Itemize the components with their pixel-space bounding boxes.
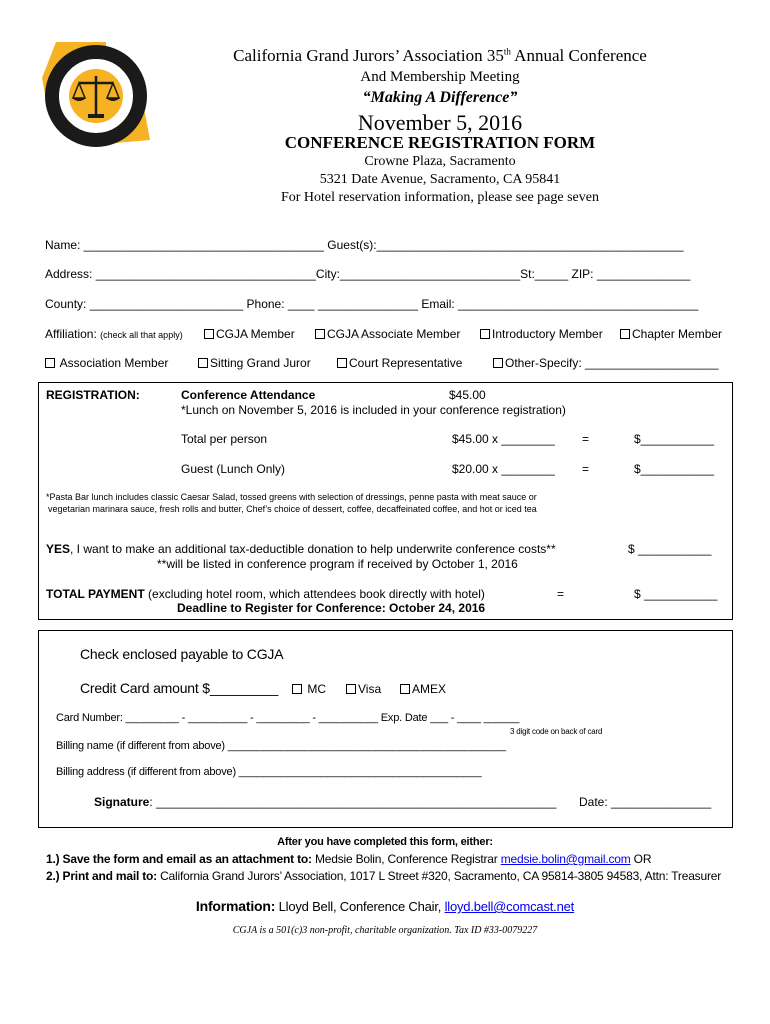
billing-address-field[interactable]: Billing address (if different from above) _________________________________________	[56, 766, 482, 778]
nonprofit-note: CGJA is a 501(c)3 non-profit, charitable organization. Tax ID #33-0079227	[232, 925, 538, 936]
after-completed-note: After you have completed this form, either:	[277, 836, 493, 848]
checkbox-icon[interactable]	[400, 684, 410, 694]
total-per-person-label: Total per person	[181, 432, 268, 446]
total-equals: =	[582, 432, 590, 446]
checkbox-icon[interactable]	[337, 358, 347, 368]
registration-label: REGISTRATION:	[46, 388, 140, 402]
billing-name-field[interactable]: Billing name (if different from above) _______________________________________________	[56, 740, 506, 752]
conference-date: November 5, 2016	[357, 110, 523, 135]
signature-date-field[interactable]: Date: _______________	[579, 795, 712, 809]
cvv-note: 3 digit code on back of card	[510, 727, 603, 736]
guest-equals: =	[582, 462, 590, 476]
checkbox-icon[interactable]	[198, 358, 208, 368]
card-amex[interactable]: AMEX	[400, 682, 446, 696]
card-number-field[interactable]: Card Number: _________ - __________ - _________ - __________ Exp. Date ___ - ____ ______	[56, 712, 520, 724]
submit-option-email: 1.) Save the form and email as an attachment to: Medsie Bolin, Conference Registrar medsie.bolin@gmail.com OR	[46, 852, 652, 866]
option-court-rep[interactable]: Court Representative	[337, 356, 462, 370]
total-payment-line: TOTAL PAYMENT (excluding hotel room, which attendees book directly with hotel)	[46, 587, 485, 601]
total-amount[interactable]: $___________	[634, 432, 715, 446]
information-contact: Information: Lloyd Bell, Conference Chair, lloyd.bell@comcast.net	[195, 898, 575, 914]
card-mc[interactable]: MC	[292, 682, 326, 696]
donation-amount[interactable]: $ ___________	[628, 542, 712, 556]
total-payment-amount[interactable]: $ ___________	[634, 587, 718, 601]
signature-field[interactable]: Signature: ____________________________________________________________	[94, 795, 557, 809]
attendance-price: $45.00	[449, 388, 486, 402]
registrar-email-link[interactable]: medsie.bolin@gmail.com	[500, 852, 631, 866]
menu-note-line1: *Pasta Bar lunch includes classic Caesar Salad, tossed greens with selection of dressings, penne pasta with meat sauce or	[46, 492, 537, 502]
lunch-note: *Lunch on November 5, 2016 is included in your conference registration)	[181, 403, 566, 417]
affiliation-hint: (check all that apply)	[100, 330, 183, 340]
cgja-seal-icon	[34, 38, 154, 148]
check-enclosed: Check enclosed payable to CGJA	[80, 646, 284, 662]
option-association[interactable]: Association Member	[45, 356, 168, 370]
meeting-subtitle: And Membership Meeting	[360, 69, 520, 85]
checkbox-icon[interactable]	[480, 329, 490, 339]
chair-email-link[interactable]: lloyd.bell@comcast.net	[444, 899, 575, 914]
credit-card-amount[interactable]: Credit Card amount $_________	[80, 680, 279, 696]
option-cgja-associate[interactable]: CGJA Associate Member	[315, 327, 460, 341]
registration-deadline: Deadline to Register for Conference: October 24, 2016	[177, 601, 486, 615]
checkbox-icon[interactable]	[204, 329, 214, 339]
guest-lunch-label: Guest (Lunch Only)	[181, 462, 286, 476]
address-field[interactable]: Address: _________________________________City:___________________________St:_____ ZIP: ______________	[45, 267, 691, 281]
donation-note: **will be listed in conference program if received by October 1, 2016	[157, 557, 518, 571]
conference-attendance: Conference Attendance	[181, 388, 316, 402]
total-payment-equals: =	[557, 587, 565, 601]
venue-name: Crowne Plaza, Sacramento	[364, 154, 516, 169]
venue-address: 5321 Date Avenue, Sacramento, CA 95841	[319, 172, 561, 187]
checkbox-icon[interactable]	[346, 684, 356, 694]
option-other[interactable]: Other-Specify: ____________________	[493, 356, 719, 370]
guest-lunch-calc[interactable]: $20.00 x ________	[452, 462, 555, 476]
checkbox-icon[interactable]	[493, 358, 503, 368]
checkbox-icon[interactable]	[292, 684, 302, 694]
menu-note-line2: vegetarian marinara sauce, fresh rolls and butter, Chef’s choice of dessert, coffee, decaffeinated coffee, and hot or iced tea	[48, 504, 537, 514]
option-sitting-juror[interactable]: Sitting Grand Juror	[198, 356, 311, 370]
hotel-note: For Hotel reservation information, please see page seven	[280, 190, 599, 205]
checkbox-icon[interactable]	[45, 358, 55, 368]
name-guest-field[interactable]: Name: ____________________________________ Guest(s):______________________________________________	[45, 238, 684, 252]
cgja-logo	[34, 38, 154, 148]
checkbox-icon[interactable]	[315, 329, 325, 339]
conference-theme: “Making A Difference”	[362, 89, 518, 106]
option-introductory[interactable]: Introductory Member	[480, 327, 603, 341]
option-cgja-member[interactable]: CGJA Member	[204, 327, 295, 341]
option-chapter[interactable]: Chapter Member	[620, 327, 722, 341]
conference-title: California Grand Jurors’ Association 35th Annual Conference	[233, 46, 647, 65]
guest-amount[interactable]: $___________	[634, 462, 715, 476]
checkbox-icon[interactable]	[620, 329, 630, 339]
affiliation-label: Affiliation: (check all that apply)	[45, 327, 183, 341]
submit-option-mail: 2.) Print and mail to: California Grand Jurors’ Association, 1017 L Street #320, Sacramento, CA 95814-3805 94583, Attn: Treasurer	[46, 869, 722, 883]
total-per-person-calc[interactable]: $45.00 x ________	[452, 432, 555, 446]
card-visa[interactable]: Visa	[346, 682, 381, 696]
form-title: CONFERENCE REGISTRATION FORM	[284, 133, 596, 152]
county-phone-email-field[interactable]: County: _______________________ Phone: ____ _______________ Email: ____________________________________	[45, 297, 699, 311]
donation-line: YES, I want to make an additional tax-deductible donation to help underwrite conference costs**	[46, 542, 556, 556]
